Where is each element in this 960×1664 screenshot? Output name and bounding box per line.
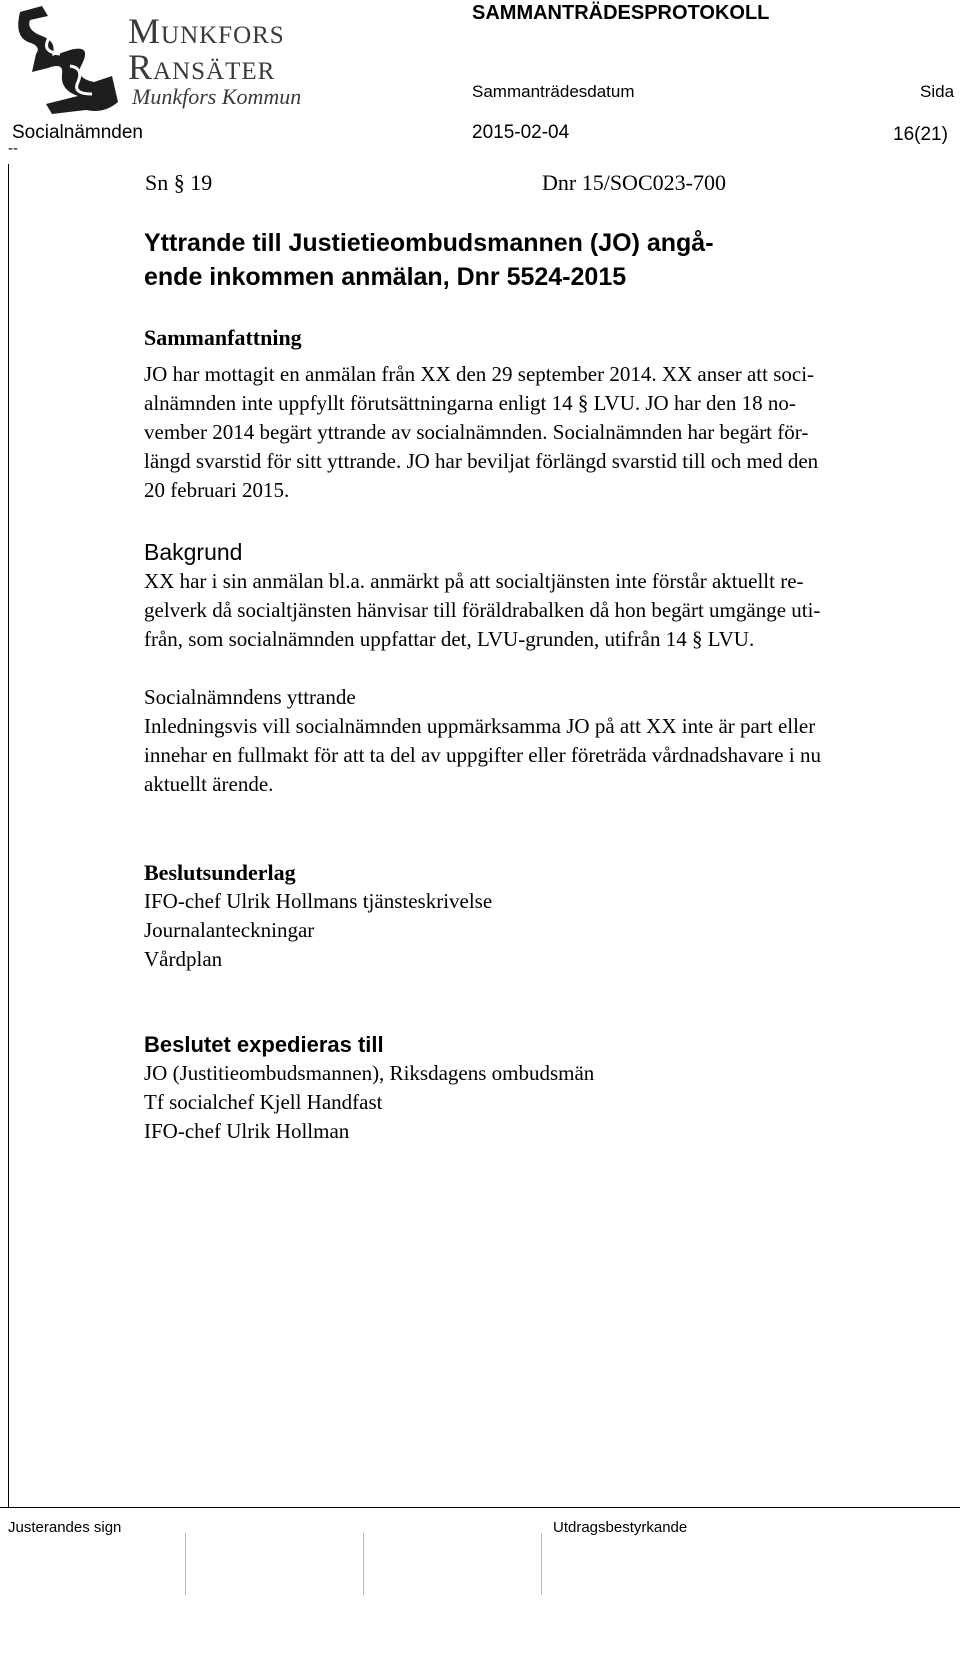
summary-text xyxy=(144,360,944,505)
signature-divider xyxy=(363,1533,364,1595)
committee-name: Socialnämnden xyxy=(12,122,143,143)
signature-divider xyxy=(185,1533,186,1595)
signature-label: Justerandes sign xyxy=(8,1519,122,1536)
extract-certification-label: Utdragsbestyrkande xyxy=(553,1519,688,1536)
list-item: Journalanteckningar xyxy=(144,918,315,942)
meeting-date-label: Sammanträdesdatum xyxy=(472,82,635,101)
title-line: Yttrande till Justietieombudsmannen (JO) angå- xyxy=(144,229,714,257)
statement-section xyxy=(144,683,944,799)
list-item: IFO-chef Ulrik Hollmans tjänsteskrivelse xyxy=(144,889,493,913)
background-section xyxy=(144,538,944,654)
background-heading: Bakgrund xyxy=(144,539,243,565)
text-line: aktuellt ärende. xyxy=(144,772,274,796)
list-item: JO (Justitieombudsmannen), Riksdagens ombudsmän xyxy=(144,1061,595,1085)
logo-text-ransater: Ransäter xyxy=(128,47,276,87)
text-line: XX har i sin anmälan bl.a. anmärkt på att socialtjänsten inte förstår aktuellt re- xyxy=(144,569,804,593)
header-dash: -- xyxy=(8,140,18,157)
logo-text-munkfors: Munkfors xyxy=(128,11,285,51)
text-line: alnämnden inte uppfyllt förutsättningarna enligt 14 § LVU. JO har den 18 no- xyxy=(144,391,796,415)
text-line: längd svarstid för sitt yttrande. JO har beviljat förlängd svarstid till och med den xyxy=(144,449,819,473)
paragraph-number: Sn § 19 xyxy=(145,170,213,195)
page-number: 16(21) xyxy=(893,124,948,145)
logo-text-municipality: Munkfors Kommun xyxy=(132,84,302,109)
meeting-date: 2015-02-04 xyxy=(472,122,570,143)
text-line: JO har mottagit en anmälan från XX den 29 september 2014. XX anser att soci- xyxy=(144,362,815,386)
left-margin-rule xyxy=(8,164,9,1507)
footer-rule xyxy=(0,1507,960,1508)
text-line: från, som socialnämnden uppfattar det, LVU-grunden, utifrån 14 § LVU. xyxy=(144,627,755,651)
municipality-logo xyxy=(12,6,312,116)
text-line: vember 2014 begärt yttrande av socialnämnden. Socialnämnden har begärt för- xyxy=(144,420,809,444)
text-line: 20 februari 2015. xyxy=(144,478,290,502)
title-line: ende inkommen anmälan, Dnr 5524-2015 xyxy=(144,263,627,291)
decision-basis-heading: Beslutsunderlag xyxy=(144,860,296,885)
background-text xyxy=(144,567,944,654)
list-item: Tf socialchef Kjell Handfast xyxy=(144,1090,383,1114)
page-title xyxy=(144,226,944,294)
signature-divider xyxy=(541,1533,542,1595)
case-number: Dnr 15/SOC023-700 xyxy=(542,170,726,195)
statement-text xyxy=(144,712,944,799)
page-label: Sida xyxy=(920,82,955,101)
statement-heading: Socialnämndens yttrande xyxy=(144,685,356,709)
summary-section xyxy=(144,323,944,505)
list-item: IFO-chef Ulrik Hollman xyxy=(144,1119,350,1143)
text-line: gelverk då socialtjänsten hänvisar till föräldrabalken då hon begärt umgänge uti- xyxy=(144,598,821,622)
decision-basis-section xyxy=(144,858,944,974)
distribution-section xyxy=(144,1030,944,1146)
distribution-heading: Beslutet expedieras till xyxy=(144,1032,384,1057)
list-item: Vårdplan xyxy=(144,947,223,971)
text-line: Inledningsvis vill socialnämnden uppmärksamma JO på att XX inte är part eller xyxy=(144,714,816,738)
summary-heading: Sammanfattning xyxy=(144,325,302,350)
river-emblem-icon xyxy=(12,6,132,116)
text-line: innehar en fullmakt för att ta del av uppgifter eller företräda vårdnadshavare i nu xyxy=(144,743,821,767)
document-type: SAMMANTRÄDESPROTOKOLL xyxy=(472,2,770,24)
